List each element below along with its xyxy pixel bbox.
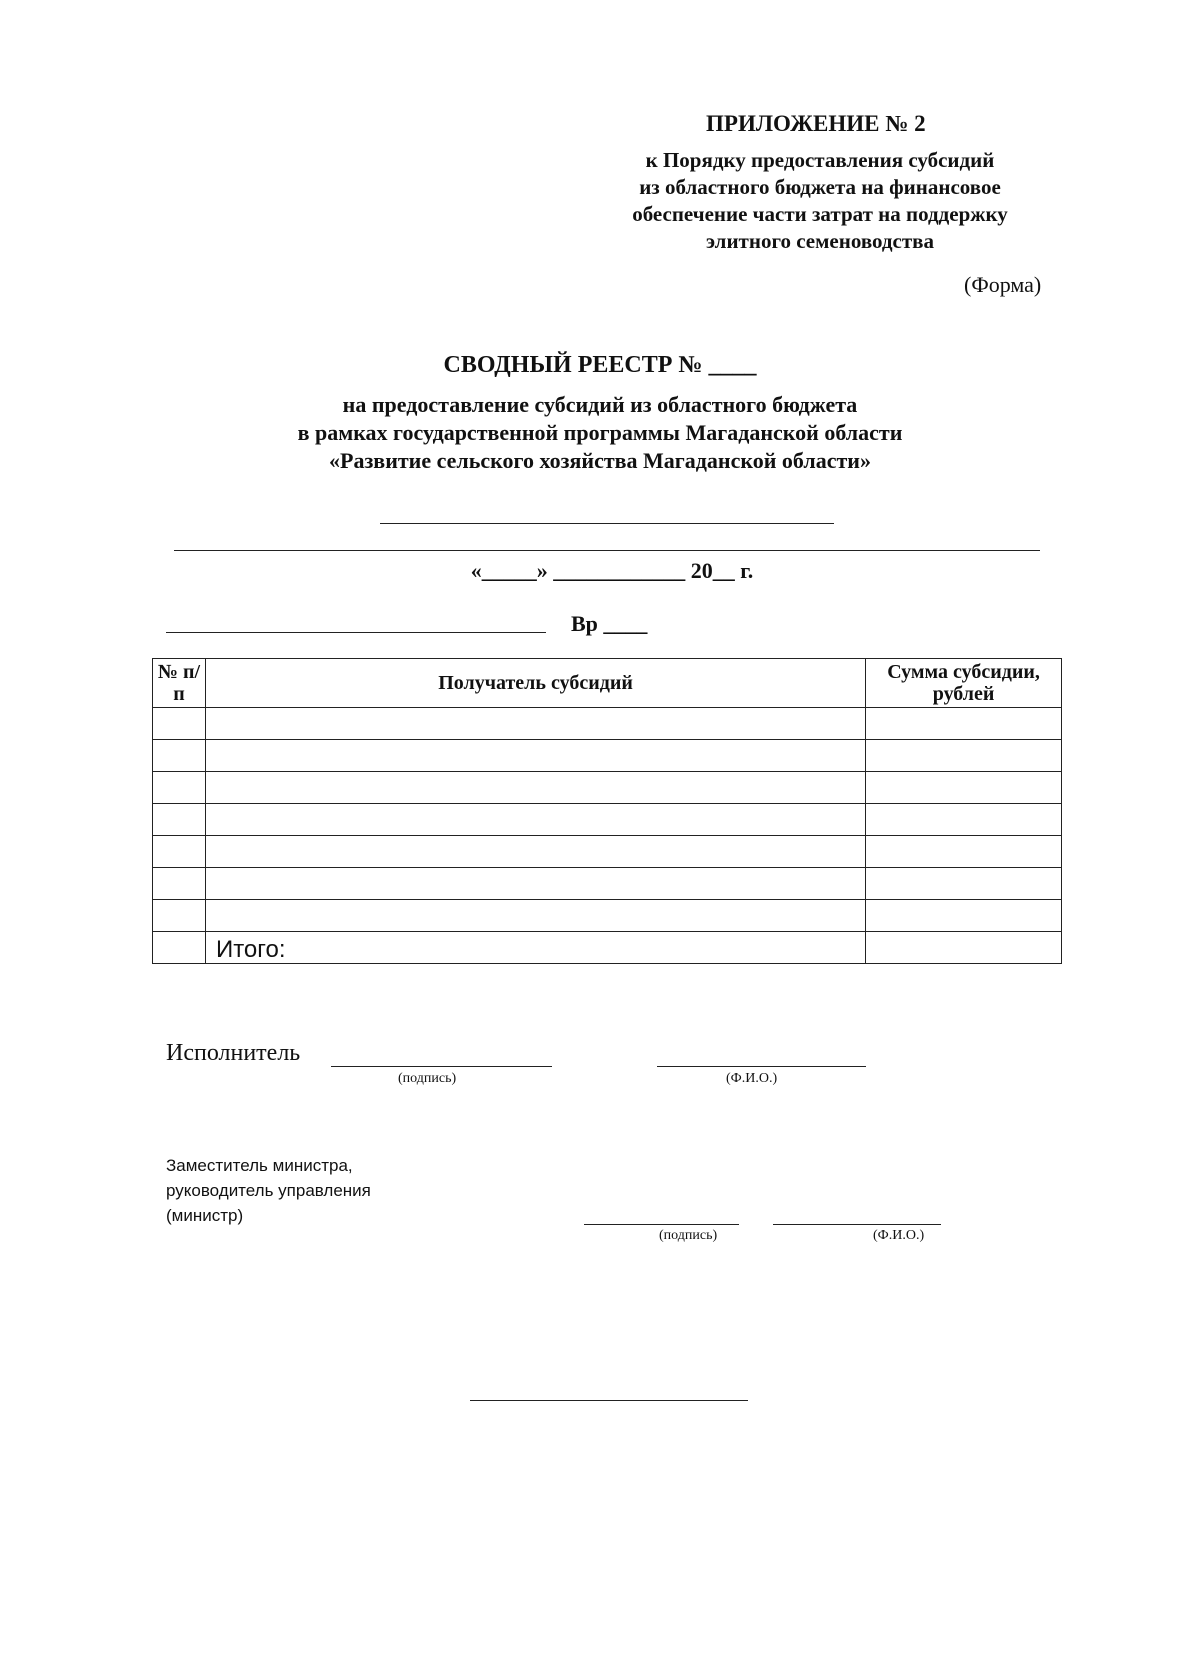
- table-row: [153, 708, 1062, 740]
- attachment-description: [590, 147, 1050, 255]
- deputy-title-line: (министр): [166, 1206, 244, 1225]
- register-subtitle-line: «Развитие сельского хозяйства Магаданской области»: [329, 448, 871, 473]
- deputy-signature-line: [584, 1224, 739, 1225]
- deputy-title-line: Заместитель министра,: [166, 1156, 353, 1175]
- attachment-line: элитного семеноводства: [705, 229, 935, 253]
- table-row: [153, 804, 1062, 836]
- executor-signature-caption: (подпись): [398, 1071, 457, 1086]
- table-row: [153, 740, 1062, 772]
- deputy-signature-caption: (подпись): [659, 1228, 718, 1243]
- total-label: Итого:: [205, 932, 865, 964]
- table-row: [153, 868, 1062, 900]
- bottom-separator: [470, 1400, 748, 1401]
- blank-line-left: [166, 632, 546, 633]
- register-title: СВОДНЫЙ РЕЕСТР № ____: [443, 352, 757, 378]
- blank-line-long: [174, 550, 1040, 551]
- attachment-line: из областного бюджета на финансовое: [639, 175, 1001, 199]
- deputy-title-line: руководитель управления: [166, 1181, 371, 1200]
- blank-line-short: [380, 523, 834, 524]
- attachment-line: обеспечение части затрат на поддержку: [632, 202, 1008, 226]
- executor-signature-line: [331, 1066, 552, 1067]
- col-header-amount: Сумма субсидии, рублей: [866, 659, 1062, 708]
- table-row: [153, 772, 1062, 804]
- col-header-recipient: Получатель субсидий: [205, 659, 865, 708]
- deputy-fio-line: [773, 1224, 941, 1225]
- table-row: [153, 836, 1062, 868]
- vr-label: Вр ____: [571, 611, 648, 636]
- table-header-row: [153, 659, 1062, 708]
- executor-label: Исполнитель: [166, 1040, 301, 1066]
- table-row: [153, 900, 1062, 932]
- executor-fio-line: [657, 1066, 866, 1067]
- date-line: «_____» ____________ 20__ г.: [470, 558, 754, 583]
- register-table: [152, 658, 1062, 964]
- deputy-fio-caption: (Ф.И.О.): [873, 1228, 925, 1243]
- register-subtitle: [0, 391, 1200, 475]
- attachment-title: ПРИЛОЖЕНИЕ № 2: [706, 111, 926, 136]
- deputy-title: [166, 1153, 371, 1228]
- attachment-line: к Порядку предоставления субсидий: [645, 148, 995, 172]
- register-subtitle-line: в рамках государственной программы Магаданской области: [297, 420, 903, 445]
- col-header-num: № п/п: [153, 659, 206, 708]
- form-label: (Форма): [964, 272, 1042, 297]
- total-row: [153, 932, 1062, 964]
- executor-fio-caption: (Ф.И.О.): [726, 1071, 778, 1086]
- register-subtitle-line: на предоставление субсидий из областного бюджета: [342, 392, 858, 417]
